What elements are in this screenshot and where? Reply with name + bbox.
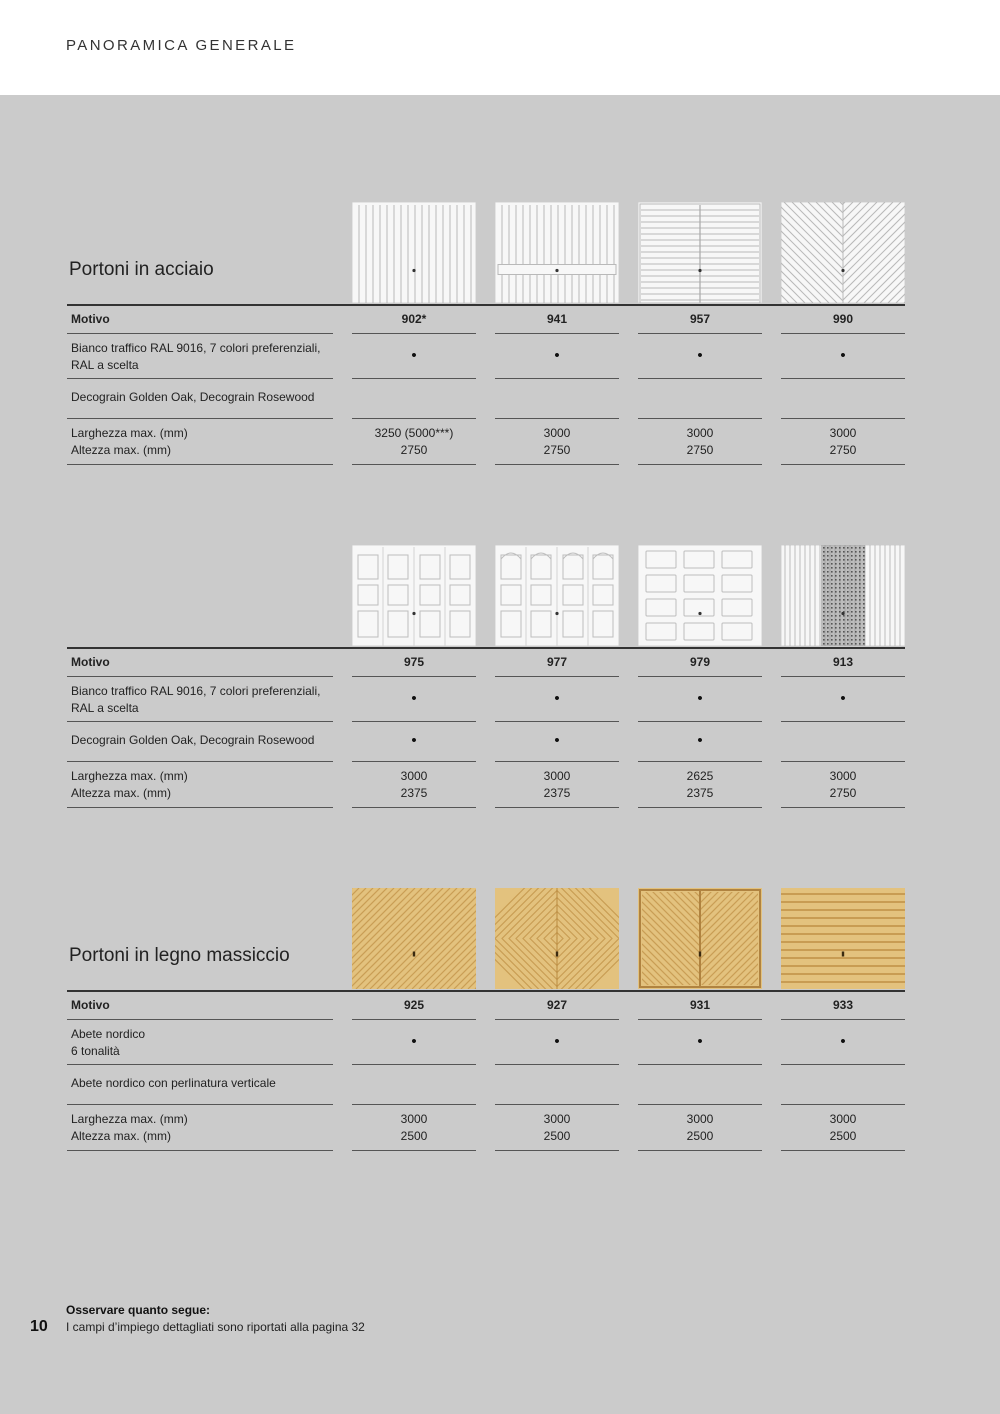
model-number: 979 xyxy=(689,655,711,669)
availability-mark: • xyxy=(411,732,417,749)
table-rule xyxy=(333,990,905,992)
table-rule xyxy=(67,333,333,334)
table-rule xyxy=(781,1019,905,1020)
table-rule xyxy=(67,464,333,465)
availability-mark: • xyxy=(697,690,703,707)
table-rule xyxy=(638,1019,762,1020)
table-rule xyxy=(495,418,619,419)
table-rule xyxy=(781,378,905,379)
page-title: PANORAMICA GENERALE xyxy=(66,37,297,54)
table-rule xyxy=(781,333,905,334)
door-925-icon xyxy=(352,888,476,989)
table-rule xyxy=(352,464,476,465)
height-label: Altezza max. (mm) xyxy=(71,1129,172,1143)
row-finish-label: Bianco traffico RAL 9016, 7 colori preferenziali, xyxy=(71,341,321,355)
table-rule xyxy=(638,761,762,762)
row-decor-label: Decograin Golden Oak, Decograin Rosewood xyxy=(71,390,315,404)
table-rule xyxy=(638,418,762,419)
height-label: Altezza max. (mm) xyxy=(71,443,172,457)
model-number: 931 xyxy=(689,998,711,1012)
table-rule xyxy=(495,1150,619,1151)
door-975-icon xyxy=(352,545,476,646)
max-width-value: 3000 xyxy=(686,426,714,440)
model-number: 990 xyxy=(832,312,854,326)
motivo-label: Motivo xyxy=(71,312,110,326)
max-height-value: 2750 xyxy=(829,786,857,800)
width-label: Larghezza max. (mm) xyxy=(71,426,188,440)
table-rule xyxy=(352,333,476,334)
row-finish-label-line2: RAL a scelta xyxy=(71,701,139,715)
model-number: 902* xyxy=(401,312,427,326)
max-width-value: 3000 xyxy=(543,1112,571,1126)
table-rule xyxy=(67,1064,333,1065)
table-rule xyxy=(352,807,476,808)
row-finish-label: Abete nordico xyxy=(71,1027,146,1041)
availability-mark: • xyxy=(411,690,417,707)
table-rule xyxy=(638,333,762,334)
table-rule xyxy=(638,807,762,808)
door-977-icon xyxy=(495,545,619,646)
row-decor-label: Decograin Golden Oak, Decograin Rosewood xyxy=(71,733,315,747)
availability-mark: • xyxy=(840,690,846,707)
table-rule xyxy=(67,1150,333,1151)
availability-mark: • xyxy=(697,347,703,364)
row-decor-label: Abete nordico con perlinatura verticale xyxy=(71,1076,276,1090)
table-rule xyxy=(781,1104,905,1105)
table-rule xyxy=(638,721,762,722)
table-rule xyxy=(333,304,905,306)
page-header xyxy=(0,0,1000,95)
row-finish-label: Bianco traffico RAL 9016, 7 colori preferenziali, xyxy=(71,684,321,698)
table-rule xyxy=(495,761,619,762)
table-rule xyxy=(781,761,905,762)
table-rule xyxy=(67,378,333,379)
table-rule xyxy=(352,1150,476,1151)
table-rule xyxy=(495,1064,619,1065)
row-finish-label-line2: RAL a scelta xyxy=(71,358,139,372)
table-rule xyxy=(352,721,476,722)
table-rule xyxy=(781,1064,905,1065)
door-990-icon xyxy=(781,202,905,303)
max-height-value: 2500 xyxy=(543,1129,571,1143)
table-rule xyxy=(638,464,762,465)
max-height-value: 2375 xyxy=(543,786,571,800)
max-height-value: 2375 xyxy=(686,786,714,800)
table-rule xyxy=(495,1104,619,1105)
section-title: Portoni in acciaio xyxy=(69,259,214,280)
table-rule xyxy=(352,676,476,677)
table-rule xyxy=(352,761,476,762)
motivo-label: Motivo xyxy=(71,655,110,669)
availability-mark: • xyxy=(697,1033,703,1050)
availability-mark: • xyxy=(411,1033,417,1050)
availability-mark: • xyxy=(840,347,846,364)
max-height-value: 2750 xyxy=(829,443,857,457)
door-913-icon xyxy=(781,545,905,646)
table-rule xyxy=(495,676,619,677)
max-width-value: 3000 xyxy=(400,1112,428,1126)
max-width-value: 3000 xyxy=(400,769,428,783)
max-height-value: 2500 xyxy=(400,1129,428,1143)
table-rule xyxy=(67,721,333,722)
table-rule xyxy=(781,807,905,808)
model-number: 957 xyxy=(689,312,711,326)
table-rule xyxy=(781,418,905,419)
door-931-icon xyxy=(638,888,762,989)
availability-mark: • xyxy=(554,347,560,364)
model-number: 933 xyxy=(832,998,854,1012)
table-rule xyxy=(67,304,333,306)
model-number: 925 xyxy=(403,998,425,1012)
note-heading: Osservare quanto segue: xyxy=(66,1303,211,1317)
max-height-value: 2750 xyxy=(543,443,571,457)
max-width-value: 3000 xyxy=(829,1112,857,1126)
model-number: 941 xyxy=(546,312,568,326)
table-rule xyxy=(495,378,619,379)
table-rule xyxy=(781,676,905,677)
door-927-icon xyxy=(495,888,619,989)
availability-mark: • xyxy=(411,347,417,364)
max-height-value: 2750 xyxy=(686,443,714,457)
max-height-value: 2750 xyxy=(400,443,428,457)
table-rule xyxy=(67,990,333,992)
max-width-value: 3000 xyxy=(686,1112,714,1126)
max-width-value: 3000 xyxy=(543,769,571,783)
table-rule xyxy=(67,676,333,677)
door-957-icon xyxy=(638,202,762,303)
model-number: 927 xyxy=(546,998,568,1012)
table-rule xyxy=(333,647,905,649)
row-finish-label-line2: 6 tonalità xyxy=(71,1044,120,1058)
model-number: 913 xyxy=(832,655,854,669)
max-height-value: 2500 xyxy=(829,1129,857,1143)
table-rule xyxy=(67,418,333,419)
note-text: I campi d’impiego dettagliati sono riportati alla pagina 32 xyxy=(66,1320,365,1334)
table-rule xyxy=(495,721,619,722)
table-rule xyxy=(781,1150,905,1151)
availability-mark: • xyxy=(697,732,703,749)
max-width-value: 2625 xyxy=(686,769,714,783)
max-width-value: 3000 xyxy=(543,426,571,440)
door-979-icon xyxy=(638,545,762,646)
table-rule xyxy=(67,1019,333,1020)
table-rule xyxy=(67,807,333,808)
section-title: Portoni in legno massiccio xyxy=(69,945,290,966)
table-rule xyxy=(352,418,476,419)
height-label: Altezza max. (mm) xyxy=(71,786,172,800)
availability-mark: • xyxy=(840,1033,846,1050)
table-rule xyxy=(781,721,905,722)
table-rule xyxy=(67,761,333,762)
max-width-value: 3000 xyxy=(829,426,857,440)
table-rule xyxy=(495,333,619,334)
door-902-icon xyxy=(352,202,476,303)
table-rule xyxy=(67,647,333,649)
table-rule xyxy=(638,1064,762,1065)
motivo-label: Motivo xyxy=(71,998,110,1012)
table-rule xyxy=(495,1019,619,1020)
table-rule xyxy=(638,378,762,379)
max-width-value: 3000 xyxy=(829,769,857,783)
model-number: 975 xyxy=(403,655,425,669)
width-label: Larghezza max. (mm) xyxy=(71,1112,188,1126)
availability-mark: • xyxy=(554,1033,560,1050)
table-rule xyxy=(352,1104,476,1105)
max-width-value: 3250 (5000***) xyxy=(374,426,454,440)
table-rule xyxy=(495,464,619,465)
max-height-value: 2375 xyxy=(400,786,428,800)
page-number: 10 xyxy=(30,1318,48,1335)
table-rule xyxy=(781,464,905,465)
table-rule xyxy=(638,1150,762,1151)
table-rule xyxy=(495,807,619,808)
door-933-icon xyxy=(781,888,905,989)
table-rule xyxy=(352,1064,476,1065)
width-label: Larghezza max. (mm) xyxy=(71,769,188,783)
table-rule xyxy=(352,378,476,379)
table-rule xyxy=(638,676,762,677)
table-rule xyxy=(638,1104,762,1105)
model-number: 977 xyxy=(546,655,568,669)
availability-mark: • xyxy=(554,732,560,749)
table-rule xyxy=(67,1104,333,1105)
availability-mark: • xyxy=(554,690,560,707)
door-941-icon xyxy=(495,202,619,303)
table-rule xyxy=(352,1019,476,1020)
max-height-value: 2500 xyxy=(686,1129,714,1143)
